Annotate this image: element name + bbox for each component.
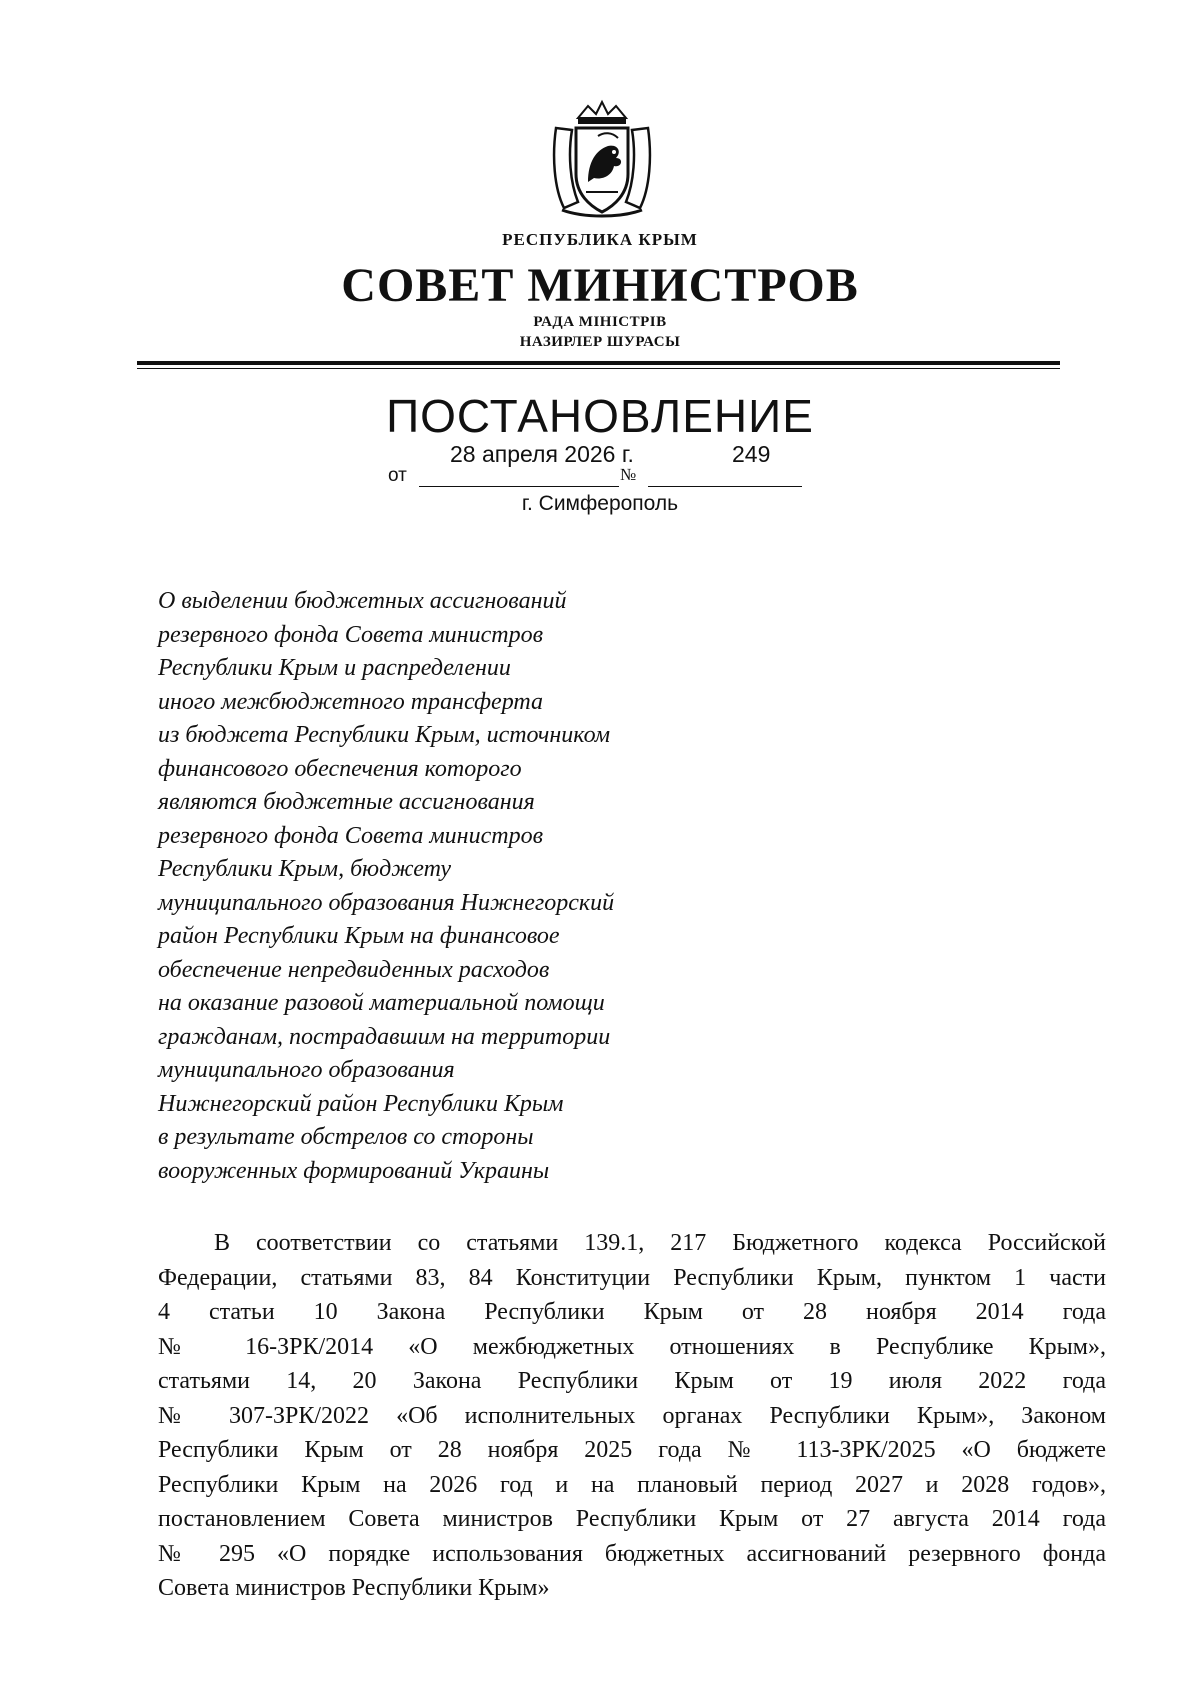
council-title: СОВЕТ МИНИСТРОВ: [341, 259, 859, 312]
subject-line: район Республики Крым на финансовое: [158, 923, 560, 949]
body-line: Республики Крым на 2026 год и на плановый период 2027 и 2028 годов»,: [158, 1471, 1106, 1498]
body-line: Республики Крым от 28 ноября 2025 года № 113-ЗРК/2025 «О бюджете: [158, 1437, 1106, 1463]
subject-line: из бюджета Республики Крым, источником: [158, 722, 611, 748]
number-underline: [648, 486, 802, 487]
subject-line: Республики Крым и распределении: [158, 655, 511, 681]
body-line: Федерации, статьями 83, 84 Конституции Республики Крым, пунктом 1 части: [158, 1264, 1106, 1291]
body-line: В соответствии со статьями 139.1, 217 Бюджетного кодекса Российской: [214, 1230, 1106, 1256]
document-type: ПОСТАНОВЛЕНИЕ: [386, 390, 814, 442]
body-line: № 16-ЗРК/2014 «О межбюджетных отношениях в Республике Крым»,: [158, 1333, 1106, 1360]
body-line: № 295 «О порядке использования бюджетных ассигнований резервного фонда: [158, 1540, 1106, 1567]
header-divider: [137, 361, 1060, 365]
decree-subject: [158, 585, 718, 1188]
header-divider-thin: [137, 368, 1060, 369]
coat-of-arms-icon: [548, 96, 656, 222]
subject-line: Нижнегорский район Республики Крым: [158, 1090, 564, 1117]
body-line: постановлением Совета министров Республики Крым от 27 августа 2014 года: [158, 1506, 1106, 1532]
subject-line: О выделении бюджетных ассигнований: [158, 588, 567, 614]
council-title-crimean-tatar: НАЗИРЛЕР ШУРАСЫ: [519, 334, 681, 350]
issue-city: г. Симферополь: [521, 492, 679, 515]
council-title-ukrainian: РАДА МІНІСТРІВ: [533, 314, 667, 330]
subject-line: являются бюджетные ассигнования: [158, 789, 535, 815]
body-line: 4 статьи 10 Закона Республики Крым от 28 ноября 2014 года: [158, 1299, 1106, 1325]
date-underline: [419, 486, 619, 487]
subject-line: обеспечение непредвиденных расходов: [158, 956, 550, 983]
republic-name: РЕСПУБЛИКА КРЫМ: [502, 230, 698, 249]
decree-number: 249: [732, 441, 771, 467]
subject-line: вооруженных формирований Украины: [158, 1157, 550, 1184]
decree-preamble: [158, 1226, 1106, 1606]
subject-line: муниципального образования Нижнегорский: [158, 889, 615, 916]
subject-line: на оказание разовой материальной помощи: [158, 990, 605, 1016]
decree-date: 28 апреля 2026 г.: [450, 441, 634, 467]
subject-line: в результате обстрелов со стороны: [158, 1124, 534, 1150]
date-label: от: [388, 465, 407, 486]
body-line: статьями 14, 20 Закона Республики Крым от 19 июля 2022 года: [158, 1368, 1106, 1394]
subject-line: гражданам, пострадавшим на территории: [158, 1023, 611, 1050]
body-line: № 307-ЗРК/2022 «Об исполнительных органах Республики Крым», Законом: [158, 1402, 1106, 1429]
subject-line: резервного фонда Совета министров: [158, 621, 543, 648]
subject-line: Республики Крым, бюджету: [158, 856, 451, 882]
body-line: Совета министров Республики Крым»: [158, 1575, 550, 1601]
number-label: №: [620, 465, 637, 484]
subject-line: иного межбюджетного трансферта: [158, 688, 544, 715]
subject-line: муниципального образования: [158, 1057, 455, 1083]
subject-line: финансового обеспечения которого: [158, 755, 522, 782]
subject-line: резервного фонда Совета министров: [158, 822, 543, 849]
